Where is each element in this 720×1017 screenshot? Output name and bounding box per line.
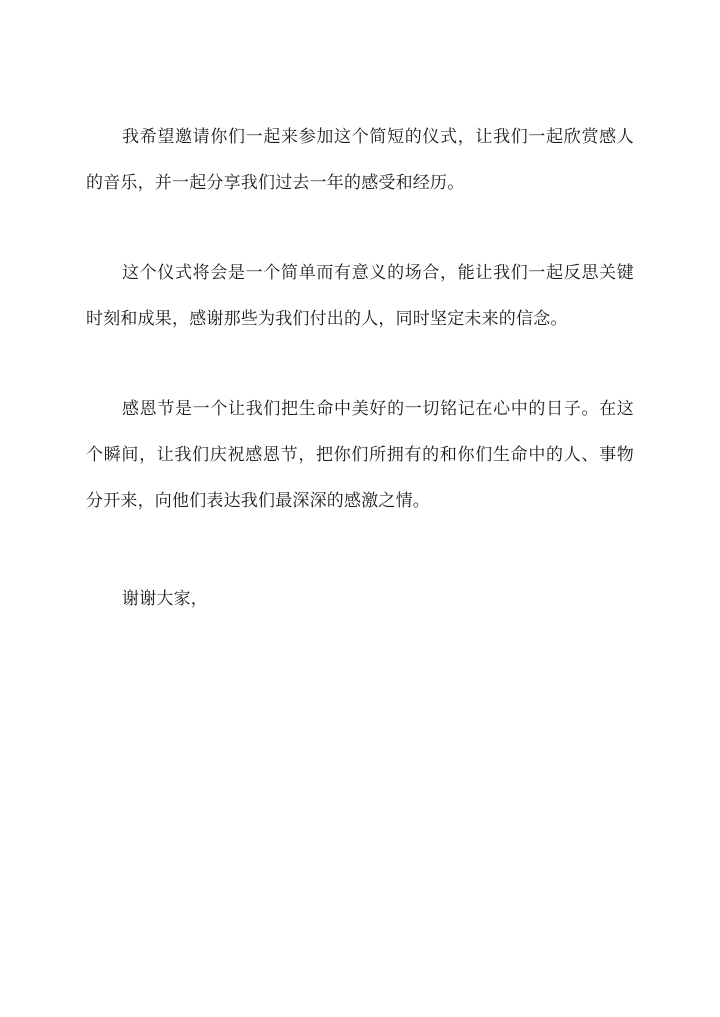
paragraph-ceremony: 这个仪式将会是一个简单而有意义的场合，能让我们一起反思关键时刻和成果，感谢那些为我们付出的人，同时坚定未来的信念。	[86, 263, 634, 329]
paragraph-thanksgiving: 感恩节是一个让我们把生命中美好的一切铭记在心中的日子。在这个瞬间，让我们庆祝感恩节，把你们所拥有的和你们生命中的人、事物分开来，向他们表达我们最深深的感激之情。	[86, 399, 634, 511]
paragraph-invitation: 我希望邀请你们一起来参加这个简短的仪式，让我们一起欣赏感人的音乐，并一起分享我们过去一年的感受和经历。	[86, 127, 634, 193]
paragraph-closing: 谢谢大家，	[122, 589, 208, 609]
